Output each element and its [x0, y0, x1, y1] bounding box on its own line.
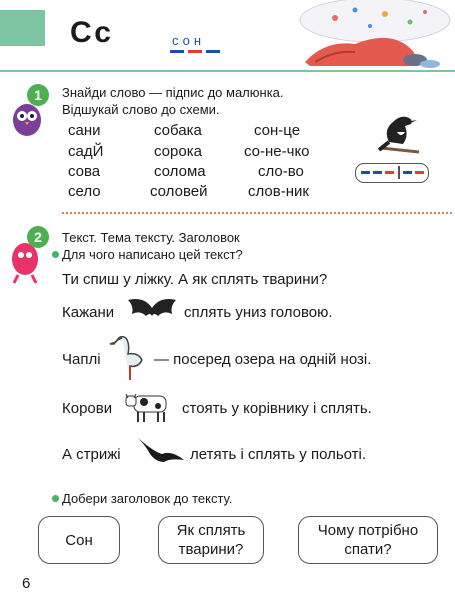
title-option-3[interactable] — [298, 516, 438, 564]
word-cell: сани — [68, 122, 101, 139]
header-accent-bar — [0, 10, 45, 46]
story-line-3-end: — посеред озера на одній нозі. — [154, 351, 372, 368]
swift-icon — [136, 432, 186, 468]
option-label: Сон — [65, 531, 93, 549]
word-cell: село — [68, 183, 101, 200]
word-cell: сло-во — [258, 163, 304, 180]
bullet-dot — [52, 495, 59, 502]
story-line-3-start: Чаплі — [62, 351, 101, 368]
task1-instruction-line2: Відшукай слово до схеми. — [62, 102, 220, 117]
page-number: 6 — [22, 575, 31, 592]
option-label: спати? — [344, 541, 392, 558]
story-line-4-start: Корови — [62, 400, 113, 417]
story-line-2-end: сплять униз головою. — [184, 304, 333, 321]
word-scheme-box — [355, 163, 429, 183]
scheme-word: сон — [172, 33, 206, 48]
word-cell: сорока — [154, 143, 202, 160]
page-title-letters: Сс — [70, 16, 114, 49]
title-option-2[interactable] — [158, 516, 264, 564]
heron-icon — [108, 330, 150, 382]
word-cell: соловей — [150, 183, 208, 200]
word-cell: сон-це — [254, 122, 301, 139]
story-line-2-start: Кажани — [62, 304, 115, 321]
task-number-2: 2 — [27, 226, 49, 248]
sleeping-cat-illustration — [295, 0, 455, 70]
task2-instruction: Текст. Тема тексту. Заголовок — [62, 230, 240, 245]
word-cell: солома — [154, 163, 206, 180]
story-line-5-start: А стрижі — [62, 446, 121, 463]
header-divider — [0, 70, 455, 72]
bullet-dot — [52, 251, 59, 258]
cow-icon — [122, 390, 178, 424]
section-divider — [62, 212, 452, 214]
magpie-icon — [375, 108, 423, 156]
option-label: Як сплять — [176, 522, 246, 539]
task1-instruction — [62, 84, 284, 118]
story-line-5-end: летять і сплять у польоті. — [190, 446, 367, 463]
task-number-1: 1 — [27, 84, 49, 106]
title-option-1[interactable] — [38, 516, 120, 564]
story-line-1: Ти спиш у ліжку. А як сплять тварини? — [62, 271, 328, 288]
story-line-4-end: стоять у корівнику і сплять. — [182, 400, 372, 417]
word-cell: собака — [154, 122, 202, 139]
sound-scheme — [170, 50, 220, 53]
task2-question: Для чого написано цей текст? — [62, 247, 243, 262]
option-label: тварини? — [178, 541, 244, 558]
bat-icon — [124, 292, 180, 324]
task1-instruction-line1: Знайди слово — підпис до малюнка. — [62, 85, 284, 100]
title-prompt: Добери заголовок до тексту. — [62, 491, 233, 506]
word-cell: слов-ник — [248, 183, 309, 200]
option-label: Чому потрібно — [317, 522, 419, 539]
word-cell: садЙ — [68, 143, 104, 160]
word-cell: сова — [68, 163, 101, 180]
word-cell: со-не-чко — [244, 143, 310, 160]
